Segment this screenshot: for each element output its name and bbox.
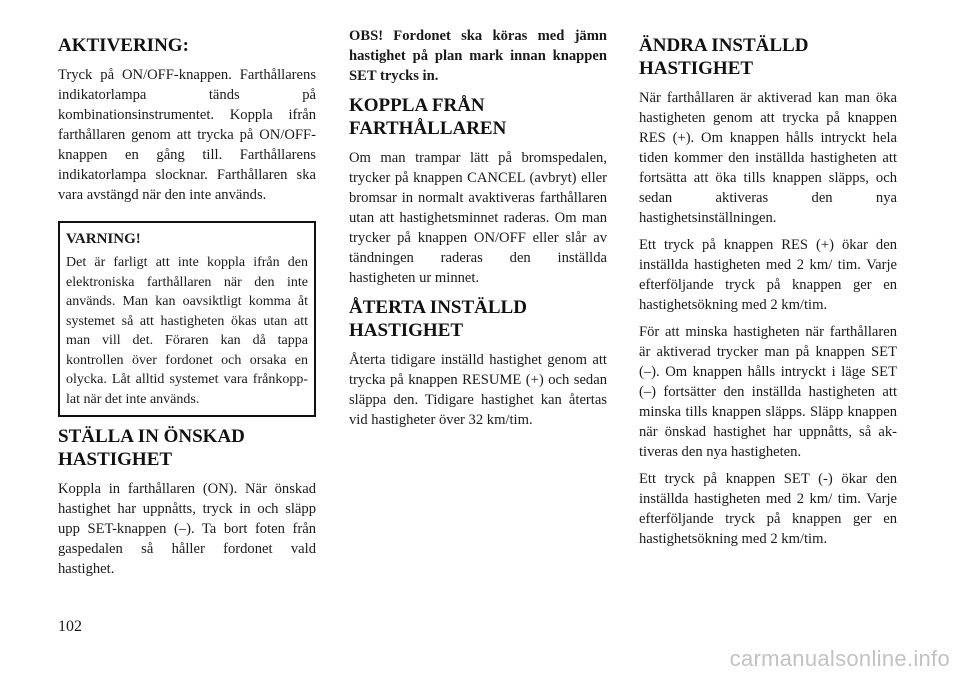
watermark: carmanualsonline.info xyxy=(729,646,950,671)
note-obs: OBS! Fordonet ska köras med jämn hastighet på plan mark innan knappen SET trycks in. xyxy=(349,28,607,84)
heading-resume: ÅTERTA INSTÄLLD HASTIGHET xyxy=(349,297,527,341)
warning-title: VARNING! xyxy=(66,231,141,247)
heading-change-speed: ÄNDRA INSTÄLLD HASTIGHET xyxy=(639,35,809,79)
paragraph-change-3: För att minska hastigheten när farthållaren är aktiverad trycker man på knappen SET (–). Om knappen hålls intryckt i läge SET (–) fortsätter den inställda hastigheten att minska tills knappen släpps. Släpp knappen när önskad hastighet har uppnåtts, så aktiveras den nya hastigheten. xyxy=(639,324,897,460)
column-right xyxy=(639,26,897,556)
paragraph-disengage: Om man trampar lätt på bromspedalen, trycker på knappen CANCEL (avbryt) eller bromsar in normalt avaktiveras farthållaren utan att hastighetsminnet raderas. Om man trycker på knappen ON/OFF eller slår av tändningen raderas den inställda hastigheten ur minnet. xyxy=(349,150,607,286)
heading-aktivering: AKTIVERING: xyxy=(58,35,189,56)
page-number: 102 xyxy=(58,618,82,635)
paragraph-change-1: När farthållaren är aktiverad kan man öka hastigheten genom att trycka på knappen RES (+). Om knappen hålls intryckt hela tiden kommer den inställda hastigheten att fortsätta att öka tills knappen släpps, och sedan aktiveras den nya hastighetsinställningen. xyxy=(639,90,897,226)
column-middle xyxy=(349,26,607,437)
paragraph-change-2: Ett tryck på knappen RES (+) ökar den inställda hastigheten med 2 km/ tim. Varje efterföljande tryck på knappen ger en hastighetsökning med 2 km/tim. xyxy=(639,237,897,313)
column-left xyxy=(58,26,316,586)
paragraph-set-speed: Koppla in farthållaren (ON). När önskad hastighet har uppnåtts, tryck in och släpp upp SET-knappen (–). Ta bort foten från gaspedalen så håller fordonet vald hastighet. xyxy=(58,481,316,577)
paragraph-resume: Återta tidigare inställd hastighet genom att trycka på knappen RESUME (+) och sedan släppa den. Tidigare hastighet kan återtas vid hastigheter över 32 km/tim. xyxy=(349,352,607,428)
paragraph-aktivering: Tryck på ON/OFF-knappen. Farthållarens indikatorlampa tänds på kombinationsinstrumentet. Koppla ifrån farthållaren genom att trycka på ON/OFF-knappen en gång till. Farthållarens indikatorlampa slocknar. Farthållaren ska vara avstängd när den inte används. xyxy=(58,67,316,203)
warning-text: Det är farligt att inte koppla ifrån den elektroniska farthållaren när den inte används. Man kan oavsiktligt komma åt systemet så att hastigheten ökas utan att man vill det. Föraren kan då tappa kontrollen över fordonet och orsaka en olycka. Låt alltid systemet vara frånkopplat när det inte används. xyxy=(66,255,308,407)
heading-set-speed: STÄLLA IN ÖNSKAD HASTIGHET xyxy=(58,426,245,470)
warning-box xyxy=(58,221,316,417)
heading-disengage: KOPPLA FRÅN FARTHÅLLAREN xyxy=(349,95,507,139)
paragraph-change-4: Ett tryck på knappen SET (-) ökar den inställda hastigheten med 2 km/ tim. Varje efterföljande tryck på knappen ger en hastighetsökning med 2 km/tim. xyxy=(639,471,897,547)
